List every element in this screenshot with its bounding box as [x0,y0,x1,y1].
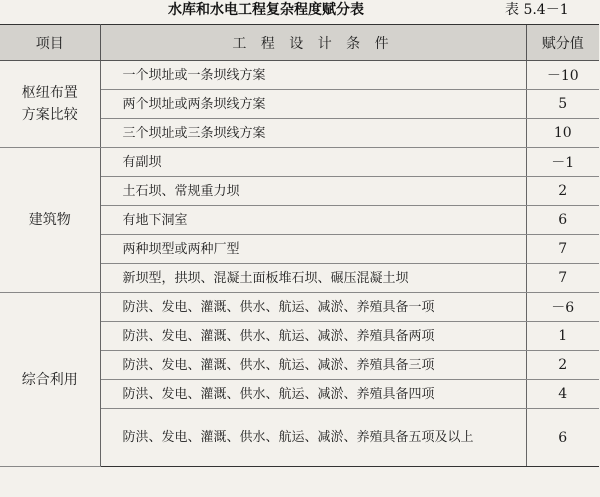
condition-cell: 一个坝址或一条坝线方案 [100,61,526,90]
table-row [0,61,599,90]
group-name: 综合利用 [0,293,100,467]
score-cell: 5 [526,90,599,119]
score-cell: 2 [526,177,599,206]
score-cell: 1 [526,322,599,351]
header-condition: 工 程 设 计 条 件 [100,25,526,61]
condition-cell: 防洪、发电、灌溉、供水、航运、减淤、养殖具备两项 [100,322,526,351]
score-cell: －10 [526,61,599,90]
condition-cell: 防洪、发电、灌溉、供水、航运、减淤、养殖具备四项 [100,380,526,409]
condition-cell: 有副坝 [100,148,526,177]
group-name-line: 方案比较 [21,107,78,123]
condition-cell: 三个坝址或三条坝线方案 [100,119,526,148]
condition-cell: 土石坝、常规重力坝 [100,177,526,206]
table-header-row [0,25,599,61]
score-cell: 2 [526,351,599,380]
group-name: 建筑物 [0,148,100,293]
condition-cell: 防洪、发电、灌溉、供水、航运、减淤、养殖具备三项 [100,351,526,380]
condition-cell: 防洪、发电、灌溉、供水、航运、减淤、养殖具备一项 [100,293,526,322]
condition-cell: 防洪、发电、灌溉、供水、航运、减淤、养殖具备五项及以上 [100,409,526,467]
score-cell: 6 [526,206,599,235]
header-item: 项目 [0,25,100,61]
scoring-table [0,24,599,467]
score-cell: 6 [526,409,599,467]
group-name-line: 枢纽布置 [21,85,78,101]
header-score: 赋分值 [526,25,599,61]
table-number: 表 5.4－1 [505,2,569,18]
group-name [0,61,100,148]
score-cell: －6 [526,293,599,322]
condition-cell: 两个坝址或两条坝线方案 [100,90,526,119]
score-cell: 10 [526,119,599,148]
score-cell: 4 [526,380,599,409]
table-row [0,293,599,322]
condition-cell: 有地下洞室 [100,206,526,235]
condition-cell: 两种坝型或两种厂型 [100,235,526,264]
score-cell: 7 [526,235,599,264]
table-row [0,148,599,177]
score-cell: －1 [526,148,599,177]
table-title: 水库和水电工程复杂程度赋分表 [168,2,364,18]
score-cell: 7 [526,264,599,293]
condition-cell: 新坝型，拱坝、混凝土面板堆石坝、碾压混凝土坝 [100,264,526,293]
